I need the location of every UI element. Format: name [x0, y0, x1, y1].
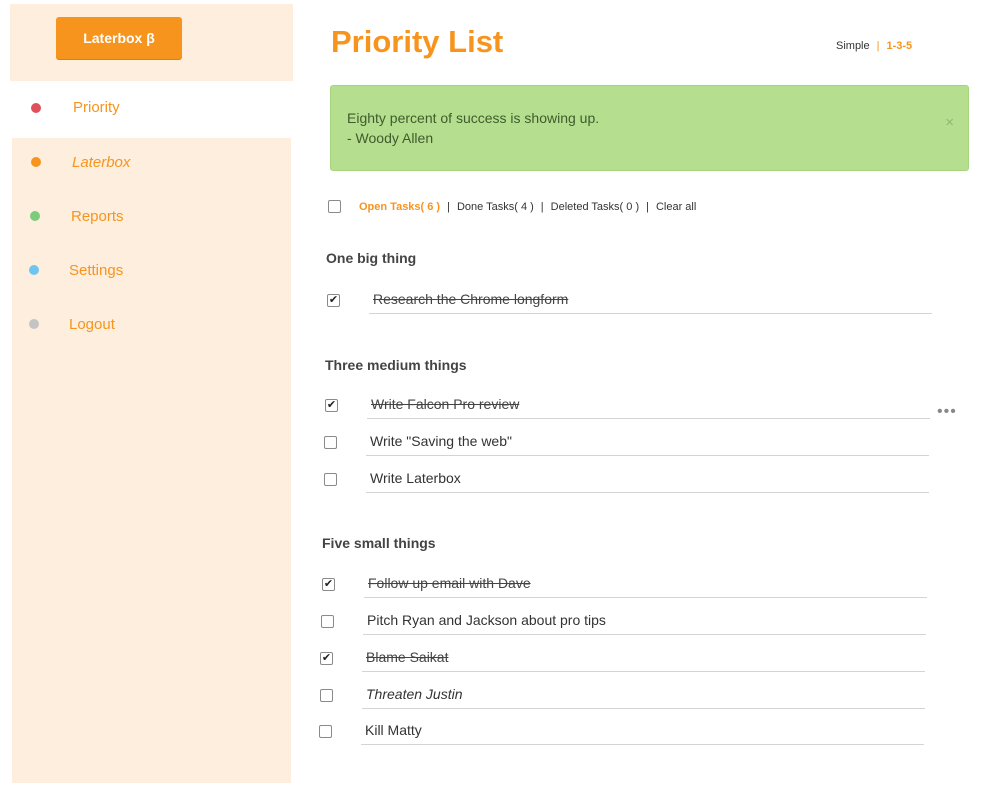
more-options-icon[interactable]: ••• [937, 403, 957, 420]
sidebar-item-label: Logout [69, 316, 115, 333]
view-simple-link[interactable]: Simple [836, 40, 870, 52]
task-checkbox[interactable] [321, 615, 334, 628]
section-title-medium: Three medium things [325, 357, 467, 373]
sidebar-item-settings[interactable] [0, 243, 293, 297]
section-title-big: One big thing [326, 250, 417, 266]
laterbox-dot-icon [31, 157, 41, 167]
task-text[interactable]: Blame Saikat [366, 649, 449, 665]
task-checkbox[interactable]: ✔ [328, 294, 339, 306]
clear-all-link[interactable]: Clear all [655, 200, 697, 213]
logout-dot-icon [29, 319, 39, 329]
task-text[interactable]: Kill Matty [365, 722, 422, 738]
task-underline [369, 313, 932, 314]
task-checkbox[interactable]: ✔ [326, 399, 337, 411]
settings-dot-icon [29, 265, 39, 275]
tab-open-tasks[interactable]: Open Tasks( 6 ) [359, 200, 441, 213]
view-switch [836, 40, 912, 52]
laterbox-brand-button[interactable]: Laterbox β [56, 17, 182, 59]
tab-done-tasks[interactable]: Done Tasks( 4 ) [456, 200, 534, 213]
task-filter-tabs [328, 200, 696, 213]
quote-line: Eighty percent of success is showing up. [347, 110, 600, 126]
view-135-link[interactable]: 1-3-5 [886, 40, 913, 52]
task-text[interactable]: Write Falcon Pro review [371, 396, 520, 412]
page-title: Priority List [331, 24, 504, 59]
quote-text [347, 108, 599, 148]
task-text[interactable]: Write "Saving the web" [370, 433, 512, 449]
task-underline [364, 597, 927, 598]
tab-separator: | [447, 200, 450, 213]
sidebar-item-logout[interactable] [0, 297, 293, 351]
tab-separator: | [646, 200, 649, 213]
task-underline [367, 418, 930, 419]
quote-banner [330, 85, 969, 171]
reports-dot-icon [30, 211, 40, 221]
select-all-checkbox[interactable] [328, 200, 341, 213]
task-underline [362, 708, 925, 709]
task-underline [366, 492, 929, 493]
task-checkbox[interactable] [319, 725, 332, 738]
task-text[interactable]: Research the Chrome longform [373, 291, 569, 307]
task-checkbox[interactable] [320, 689, 333, 702]
task-text[interactable]: Pitch Ryan and Jackson about pro tips [367, 612, 606, 628]
sidebar-item-laterbox[interactable] [0, 135, 293, 189]
sidebar-item-reports[interactable] [0, 189, 293, 243]
task-checkbox[interactable] [324, 436, 337, 449]
task-text[interactable]: Threaten Justin [366, 686, 463, 702]
tab-deleted-tasks[interactable]: Deleted Tasks( 0 ) [550, 200, 640, 213]
task-underline [362, 671, 925, 672]
task-checkbox[interactable] [324, 473, 337, 486]
task-text[interactable]: Follow up email with Dave [368, 575, 531, 591]
close-icon[interactable]: × [945, 114, 954, 131]
sidebar-item-label: Priority [73, 99, 120, 116]
tab-separator: | [540, 200, 544, 213]
sidebar-item-label: Settings [69, 262, 124, 279]
quote-author: - Woody Allen [347, 130, 434, 146]
task-checkbox[interactable]: ✔ [323, 578, 334, 590]
sidebar-item-label: Reports [71, 208, 124, 225]
priority-dot-icon [31, 103, 41, 113]
task-underline [363, 634, 926, 635]
task-text[interactable]: Write Laterbox [370, 470, 461, 486]
task-checkbox[interactable]: ✔ [321, 652, 332, 664]
sidebar [0, 0, 293, 799]
view-separator: | [876, 40, 880, 52]
section-title-small: Five small things [322, 535, 436, 551]
task-underline [366, 455, 929, 456]
task-underline [361, 744, 924, 745]
sidebar-item-label: Laterbox [72, 154, 131, 171]
sidebar-item-priority[interactable] [0, 81, 293, 135]
